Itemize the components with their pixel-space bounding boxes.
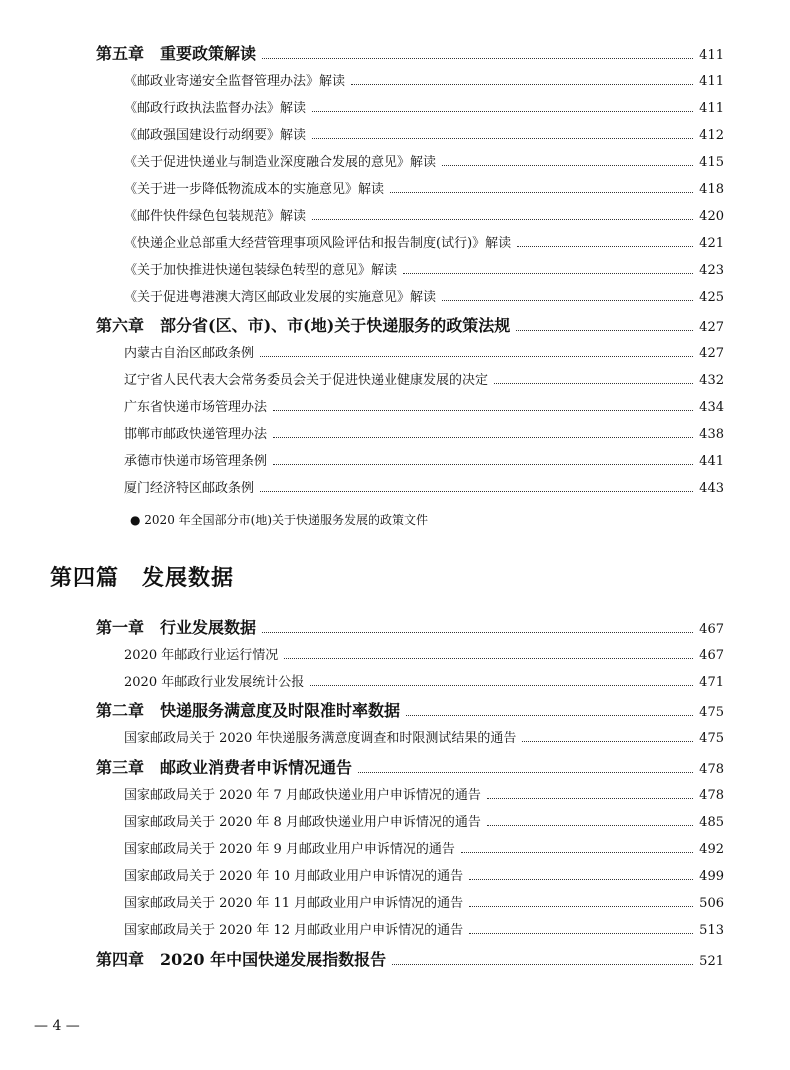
toc-entry[interactable] — [124, 210, 724, 223]
toc-chapter-title: 第六章 部分省(区、市)、市(地)关于快递服务的政策法规 — [96, 316, 511, 335]
dot-leader — [312, 219, 693, 220]
toc-entry-title: 《关于加快推进快递包装绿色转型的意见》解读 — [124, 263, 398, 278]
dot-leader — [442, 300, 693, 301]
toc-entry[interactable] — [124, 789, 724, 802]
toc-entry[interactable] — [124, 455, 724, 468]
toc-entry[interactable] — [124, 347, 724, 360]
toc-entry[interactable] — [124, 649, 724, 662]
toc-page-number: 434 — [699, 400, 724, 415]
toc-page-number: 475 — [699, 705, 724, 720]
toc-page-number: 423 — [699, 263, 724, 278]
toc-entry[interactable] — [124, 897, 724, 910]
toc-entry[interactable] — [124, 428, 724, 441]
toc-page-number: 427 — [699, 320, 724, 335]
toc-page-number: 475 — [699, 731, 724, 746]
toc-entry-title: 国家邮政局关于 2020 年 9 月邮政业用户申诉情况的通告 — [124, 842, 455, 857]
toc-chapter-6[interactable] — [96, 318, 724, 334]
toc-entry-title: 承德市快递市场管理条例 — [124, 454, 268, 469]
toc-page-number: 471 — [699, 675, 724, 690]
toc-page-number: 412 — [699, 128, 724, 143]
dot-leader — [351, 84, 693, 85]
toc-entry[interactable] — [124, 843, 724, 856]
toc-entry[interactable] — [124, 816, 724, 829]
toc-page-number: 432 — [699, 373, 724, 388]
toc-entry-title: 《邮政强国建设行动纲要》解读 — [124, 128, 307, 143]
toc-entry[interactable] — [124, 732, 724, 745]
toc-page-number: 411 — [699, 48, 724, 63]
toc-entry-title: 邯郸市邮政快递管理办法 — [124, 427, 268, 442]
toc-entry-title: 国家邮政局关于 2020 年 8 月邮政快递业用户申诉情况的通告 — [124, 815, 481, 830]
toc-entry-title: 《邮件快件绿色包装规范》解读 — [124, 209, 307, 224]
dot-leader — [461, 852, 693, 853]
toc-entry-title: 国家邮政局关于 2020 年 12 月邮政业用户申诉情况的通告 — [124, 923, 464, 938]
toc-entry[interactable] — [124, 374, 724, 387]
toc-entry-title: 《快递企业总部重大经营管理事项风险评估和报告制度(试行)》解读 — [124, 236, 512, 251]
page-number-footer: — 4 — — [34, 1018, 80, 1034]
toc-chapter-1[interactable] — [96, 620, 724, 636]
toc-entry[interactable] — [124, 291, 724, 304]
toc-entry[interactable] — [124, 102, 724, 115]
dot-leader — [260, 356, 693, 357]
toc-entry-title: 2020 年邮政行业运行情况 — [124, 648, 279, 663]
dot-leader — [358, 772, 693, 773]
toc-page-number: 521 — [699, 954, 724, 969]
toc-page-number: 467 — [699, 648, 724, 663]
dot-leader — [522, 741, 693, 742]
toc-page-number: 443 — [699, 481, 724, 496]
toc-entry[interactable] — [124, 924, 724, 937]
toc-page-number: 418 — [699, 182, 724, 197]
toc-page-number: 485 — [699, 815, 724, 830]
toc-page-number: 411 — [699, 74, 724, 89]
toc-page-number: 425 — [699, 290, 724, 305]
dot-leader — [487, 825, 693, 826]
dot-leader — [392, 964, 693, 965]
toc-page-number: 421 — [699, 236, 724, 251]
dot-leader — [406, 715, 693, 716]
toc-entry-title: 《邮政业寄递安全监督管理办法》解读 — [124, 74, 346, 89]
dot-leader — [273, 437, 693, 438]
toc-entry-title: 国家邮政局关于 2020 年快递服务满意度调查和时限测试结果的通告 — [124, 731, 517, 746]
toc-entry[interactable] — [124, 870, 724, 883]
toc-entry-title: 国家邮政局关于 2020 年 11 月邮政业用户申诉情况的通告 — [124, 896, 464, 911]
dot-leader — [273, 464, 693, 465]
toc-page-number: 467 — [699, 622, 724, 637]
dot-leader — [310, 685, 693, 686]
dot-leader — [487, 798, 693, 799]
toc-entry-title: 《邮政行政执法监督办法》解读 — [124, 101, 307, 116]
toc-entry-title: 国家邮政局关于 2020 年 7 月邮政快递业用户申诉情况的通告 — [124, 788, 481, 803]
dot-leader — [442, 165, 693, 166]
toc-page-number: 499 — [699, 869, 724, 884]
dot-leader — [273, 410, 693, 411]
toc-chapter-title: 第四章 2020 年中国快递发展指数报告 — [96, 950, 387, 969]
toc-page-number: 420 — [699, 209, 724, 224]
toc-chapter-title: 第一章 行业发展数据 — [96, 618, 257, 637]
dot-leader — [494, 383, 693, 384]
toc-chapter-4[interactable] — [96, 952, 724, 968]
toc-entry-title: 辽宁省人民代表大会常务委员会关于促进快递业健康发展的决定 — [124, 373, 489, 388]
toc-chapter-5[interactable] — [96, 46, 724, 62]
toc-page-number: 478 — [699, 762, 724, 777]
dot-leader — [312, 138, 693, 139]
dot-leader — [260, 491, 693, 492]
toc-entry[interactable] — [124, 156, 724, 169]
toc-entry-title: 内蒙古自治区邮政条例 — [124, 346, 255, 361]
toc-page-number: 506 — [699, 896, 724, 911]
dot-leader — [469, 906, 693, 907]
toc-entry[interactable] — [124, 401, 724, 414]
dot-leader — [517, 246, 693, 247]
toc-entry[interactable] — [124, 237, 724, 250]
toc-page-number: 415 — [699, 155, 724, 170]
toc-page-number: 438 — [699, 427, 724, 442]
toc-entry[interactable] — [124, 75, 724, 88]
dot-leader — [262, 58, 693, 59]
toc-entry-title: 《关于促进快递业与制造业深度融合发展的意见》解读 — [124, 155, 437, 170]
toc-entry-title: 广东省快递市场管理办法 — [124, 400, 268, 415]
toc-note: ● 2020 年全国部分市(地)关于快递服务发展的政策文件 — [130, 513, 429, 527]
dot-leader — [469, 933, 693, 934]
toc-chapter-2[interactable] — [96, 703, 724, 719]
part-title: 第四篇 发展数据 — [50, 566, 235, 591]
toc-page-number: 513 — [699, 923, 724, 938]
dot-leader — [469, 879, 693, 880]
toc-page-number: 427 — [699, 346, 724, 361]
toc-page-number: 492 — [699, 842, 724, 857]
toc-entry-title: 2020 年邮政行业发展统计公报 — [124, 675, 305, 690]
toc-page-number: 411 — [699, 101, 724, 116]
toc-entry[interactable] — [124, 676, 724, 689]
toc-entry-title: 国家邮政局关于 2020 年 10 月邮政业用户申诉情况的通告 — [124, 869, 464, 884]
toc-entry-title: 《关于促进粤港澳大湾区邮政业发展的实施意见》解读 — [124, 290, 437, 305]
toc-entry-title: 《关于进一步降低物流成本的实施意见》解读 — [124, 182, 385, 197]
toc-page-number: 478 — [699, 788, 724, 803]
dot-leader — [312, 111, 693, 112]
toc-entry[interactable] — [124, 482, 724, 495]
dot-leader — [403, 273, 693, 274]
toc-chapter-title: 第三章 邮政业消费者申诉情况通告 — [96, 758, 353, 777]
toc-entry[interactable] — [124, 264, 724, 277]
toc-chapter-3[interactable] — [96, 760, 724, 776]
toc-entry-title: 厦门经济特区邮政条例 — [124, 481, 255, 496]
toc-chapter-title: 第二章 快递服务满意度及时限准时率数据 — [96, 701, 401, 720]
toc-entry[interactable] — [124, 183, 724, 196]
dot-leader — [284, 658, 693, 659]
toc-chapter-title: 第五章 重要政策解读 — [96, 44, 257, 63]
dot-leader — [516, 330, 693, 331]
dot-leader — [262, 632, 693, 633]
toc-entry[interactable] — [124, 129, 724, 142]
toc-page-number: 441 — [699, 454, 724, 469]
dot-leader — [390, 192, 693, 193]
